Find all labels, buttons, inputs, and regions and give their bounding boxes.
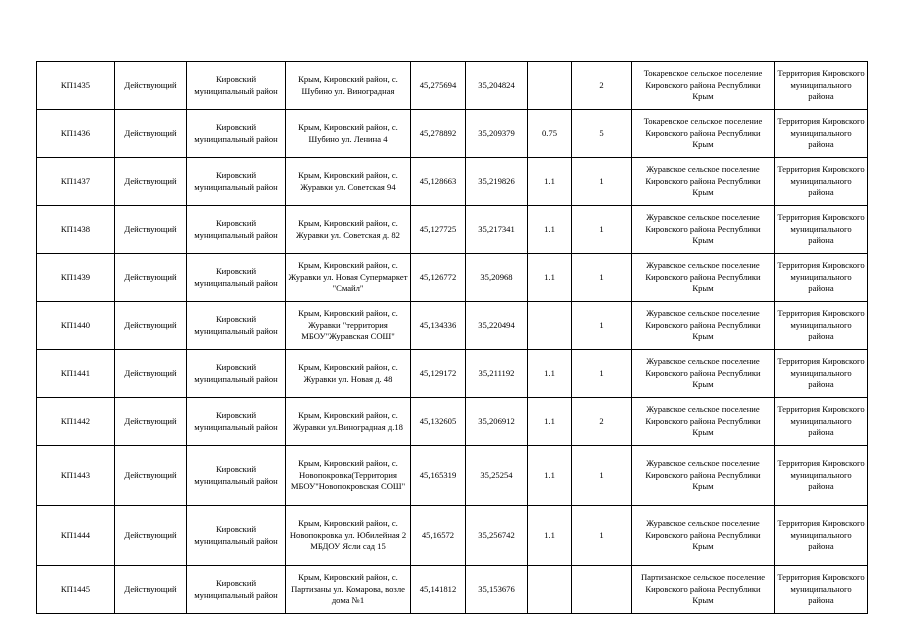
cell-territory: Территория Кировского муниципального района xyxy=(775,254,868,302)
cell-count: 5 xyxy=(572,110,632,158)
table-row xyxy=(37,254,868,302)
cell-code: КП1438 xyxy=(37,206,115,254)
cell-longitude: 35,153676 xyxy=(466,566,528,614)
cell-area: 1.1 xyxy=(528,506,572,566)
cell-latitude: 45,16572 xyxy=(411,506,466,566)
cell-status: Действующий xyxy=(115,398,187,446)
cell-count: 2 xyxy=(572,398,632,446)
cell-longitude: 35,209379 xyxy=(466,110,528,158)
cell-latitude: 45,134336 xyxy=(411,302,466,350)
cell-address: Крым, Кировский район, с. Шубино ул. Ленина 4 xyxy=(286,110,411,158)
cell-longitude: 35,256742 xyxy=(466,506,528,566)
cell-district: Кировский муниципальный район xyxy=(187,350,286,398)
cell-address: Крым, Кировский район, с. Журавки ул. Советская 94 xyxy=(286,158,411,206)
table-row xyxy=(37,206,868,254)
cell-territory: Территория Кировского муниципального района xyxy=(775,206,868,254)
cell-longitude: 35,20968 xyxy=(466,254,528,302)
table-row xyxy=(37,158,868,206)
cell-district: Кировский муниципальный район xyxy=(187,206,286,254)
cell-territory: Территория Кировского муниципального района xyxy=(775,62,868,110)
cell-address: Крым, Кировский район, с. Журавки "территория МБОУ"Журавская СОШ" xyxy=(286,302,411,350)
cell-status: Действующий xyxy=(115,566,187,614)
cell-code: КП1441 xyxy=(37,350,115,398)
cell-area xyxy=(528,302,572,350)
cell-latitude: 45,275694 xyxy=(411,62,466,110)
cell-territory: Территория Кировского муниципального района xyxy=(775,350,868,398)
cell-settlement: Журавское сельское поселение Кировского района Республики Крым xyxy=(632,506,775,566)
table-row xyxy=(37,302,868,350)
registry-body xyxy=(37,62,868,614)
cell-settlement: Журавское сельское поселение Кировского района Республики Крым xyxy=(632,446,775,506)
cell-code: КП1439 xyxy=(37,254,115,302)
cell-code: КП1443 xyxy=(37,446,115,506)
cell-territory: Территория Кировского муниципального района xyxy=(775,566,868,614)
cell-latitude: 45,126772 xyxy=(411,254,466,302)
registry-table xyxy=(36,61,868,614)
cell-address: Крым, Кировский район, с. Журавки ул.Виноградная д.18 xyxy=(286,398,411,446)
cell-latitude: 45,278892 xyxy=(411,110,466,158)
cell-area: 1.1 xyxy=(528,398,572,446)
cell-status: Действующий xyxy=(115,302,187,350)
cell-latitude: 45,127725 xyxy=(411,206,466,254)
cell-code: КП1440 xyxy=(37,302,115,350)
cell-settlement: Токаревское сельское поселение Кировского района Республики Крым xyxy=(632,110,775,158)
cell-code: КП1436 xyxy=(37,110,115,158)
cell-code: КП1444 xyxy=(37,506,115,566)
cell-territory: Территория Кировского муниципального района xyxy=(775,158,868,206)
cell-count: 1 xyxy=(572,158,632,206)
cell-status: Действующий xyxy=(115,158,187,206)
cell-district: Кировский муниципальный район xyxy=(187,62,286,110)
cell-settlement: Токаревское сельское поселение Кировского района Республики Крым xyxy=(632,62,775,110)
cell-district: Кировский муниципальный район xyxy=(187,158,286,206)
cell-settlement: Партизанское сельское поселение Кировского района Республики Крым xyxy=(632,566,775,614)
cell-area xyxy=(528,566,572,614)
table-row xyxy=(37,398,868,446)
cell-address: Крым, Кировский район, с. Новопокровка ул. Юбилейная 2 МБДОУ Ясли сад 15 xyxy=(286,506,411,566)
cell-area xyxy=(528,62,572,110)
cell-status: Действующий xyxy=(115,110,187,158)
cell-count: 1 xyxy=(572,302,632,350)
cell-code: КП1445 xyxy=(37,566,115,614)
table-row xyxy=(37,110,868,158)
cell-territory: Территория Кировского муниципального района xyxy=(775,302,868,350)
cell-status: Действующий xyxy=(115,350,187,398)
cell-address: Крым, Кировский район, с. Шубино ул. Виноградная xyxy=(286,62,411,110)
cell-district: Кировский муниципальный район xyxy=(187,506,286,566)
cell-longitude: 35,206912 xyxy=(466,398,528,446)
cell-settlement: Журавское сельское поселение Кировского района Республики Крым xyxy=(632,302,775,350)
cell-district: Кировский муниципальный район xyxy=(187,254,286,302)
table-row xyxy=(37,62,868,110)
cell-status: Действующий xyxy=(115,62,187,110)
cell-longitude: 35,211192 xyxy=(466,350,528,398)
cell-longitude: 35,25254 xyxy=(466,446,528,506)
cell-longitude: 35,217341 xyxy=(466,206,528,254)
cell-area: 1.1 xyxy=(528,206,572,254)
table-row xyxy=(37,506,868,566)
cell-area: 1.1 xyxy=(528,254,572,302)
cell-count: 1 xyxy=(572,254,632,302)
cell-code: КП1435 xyxy=(37,62,115,110)
cell-count: 1 xyxy=(572,506,632,566)
cell-status: Действующий xyxy=(115,506,187,566)
cell-count: 1 xyxy=(572,206,632,254)
cell-area: 1.1 xyxy=(528,158,572,206)
cell-settlement: Журавское сельское поселение Кировского района Республики Крым xyxy=(632,158,775,206)
cell-settlement: Журавское сельское поселение Кировского района Республики Крым xyxy=(632,206,775,254)
cell-count: 1 xyxy=(572,350,632,398)
cell-status: Действующий xyxy=(115,254,187,302)
cell-address: Крым, Кировский район, с. Журавки ул. Советская д. 82 xyxy=(286,206,411,254)
cell-address: Крым, Кировский район, с. Журавки ул. Новая Супермаркет "Смайл" xyxy=(286,254,411,302)
cell-territory: Территория Кировского муниципального района xyxy=(775,446,868,506)
cell-latitude: 45,165319 xyxy=(411,446,466,506)
cell-status: Действующий xyxy=(115,446,187,506)
cell-district: Кировский муниципальный район xyxy=(187,302,286,350)
cell-settlement: Журавское сельское поселение Кировского района Республики Крым xyxy=(632,350,775,398)
cell-settlement: Журавское сельское поселение Кировского района Республики Крым xyxy=(632,254,775,302)
cell-area: 1.1 xyxy=(528,446,572,506)
cell-count: 1 xyxy=(572,446,632,506)
cell-address: Крым, Кировский район, с. Партизаны ул. Комарова, возле дома №1 xyxy=(286,566,411,614)
cell-territory: Территория Кировского муниципального района xyxy=(775,110,868,158)
cell-longitude: 35,204824 xyxy=(466,62,528,110)
cell-district: Кировский муниципальный район xyxy=(187,566,286,614)
cell-code: КП1437 xyxy=(37,158,115,206)
cell-latitude: 45,128663 xyxy=(411,158,466,206)
table-row xyxy=(37,566,868,614)
cell-district: Кировский муниципальный район xyxy=(187,110,286,158)
cell-address: Крым, Кировский район, с. Журавки ул. Новая д. 48 xyxy=(286,350,411,398)
cell-latitude: 45,132605 xyxy=(411,398,466,446)
cell-code: КП1442 xyxy=(37,398,115,446)
table-row xyxy=(37,350,868,398)
cell-territory: Территория Кировского муниципального района xyxy=(775,398,868,446)
cell-latitude: 45,129172 xyxy=(411,350,466,398)
cell-settlement: Журавское сельское поселение Кировского района Республики Крым xyxy=(632,398,775,446)
cell-territory: Территория Кировского муниципального района xyxy=(775,506,868,566)
cell-longitude: 35,220494 xyxy=(466,302,528,350)
table-row xyxy=(37,446,868,506)
cell-address: Крым, Кировский район, с. Новопокровка(Территория МБОУ"Новопокровская СОШ" xyxy=(286,446,411,506)
cell-count: 2 xyxy=(572,62,632,110)
cell-district: Кировский муниципальный район xyxy=(187,446,286,506)
cell-longitude: 35,219826 xyxy=(466,158,528,206)
cell-district: Кировский муниципальный район xyxy=(187,398,286,446)
cell-area: 1.1 xyxy=(528,350,572,398)
cell-latitude: 45,141812 xyxy=(411,566,466,614)
cell-count xyxy=(572,566,632,614)
cell-area: 0.75 xyxy=(528,110,572,158)
cell-status: Действующий xyxy=(115,206,187,254)
